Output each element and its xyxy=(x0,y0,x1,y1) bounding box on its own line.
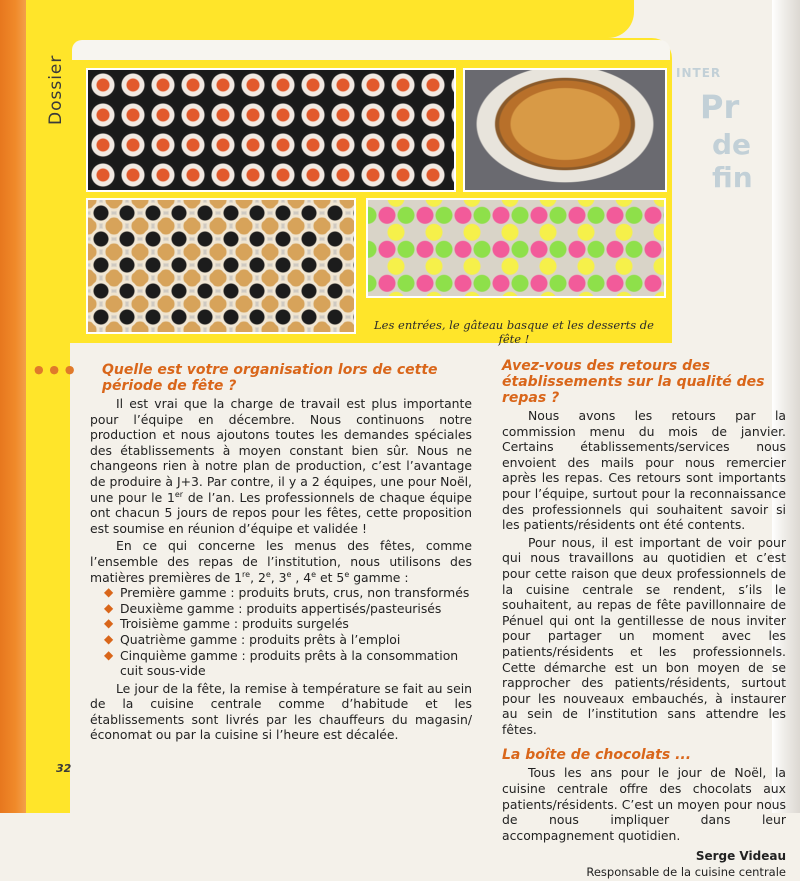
page-number: 32 xyxy=(56,762,72,775)
ghost-line-3: de fin xyxy=(712,128,753,194)
right-paragraph-2: Pour nous, il est important de voir pour qui nous travaillons au quotidien et c’est pour cette raison que deux professionnels de la cuisine centrale se rendent, s’ils le souhaitent, au repas de fête pavillonnaire de Pénuel qui ont la gentillesse de nous inviter pour partager un moment avec les patients/résidents et les professionnels. Cette démarche est un bon moyen de se rapprocher des patients/résidents, surtout pour les nouveaux embauchés, à instaurer au sein de l’institution sans attendre les fêtes. xyxy=(502,534,786,737)
yellow-header-band xyxy=(44,0,634,38)
left-p2-sup-4: e xyxy=(311,569,317,579)
list-item xyxy=(104,632,472,648)
right-column xyxy=(502,358,786,881)
left-p1-text: Il est vrai que la charge de travail est plus importante pour l’équipe en décembre. Nous continuons notre production et nous ajoutons toutes les demandes spéciales des établissements à moyen constant bien sûr. Nous ne changeons rien à notre plan de production, c’est l’avantage de produire à J+3. Par contre, il y a 2 équipes, une pour Noël, une pour le xyxy=(90,396,472,505)
dots-ornament-icon: ● ● ● xyxy=(34,363,76,376)
gamme-text: Cinquième gamme : produits prêts à la consommation cuit sous-vide xyxy=(120,647,459,679)
left-question-title: Quelle est votre organisation lors de cette période de fête ? xyxy=(102,362,438,394)
list-item xyxy=(104,585,472,601)
right-paragraph-3: Tous les ans pour le jour de Noël, la cuisine centrale offre des chocolats aux patients/résidents. C’est un moyen pour nous de nous impliquer dans leur accompagnement quotidien. xyxy=(502,765,786,843)
photo-petits-fours xyxy=(86,198,356,334)
photo-gateau-basque xyxy=(463,68,667,192)
left-p2-sup-2: e xyxy=(265,569,271,579)
gamme-text: Quatrième gamme : produits prêts à l’emploi xyxy=(120,631,401,647)
yellow-side-band xyxy=(44,343,70,813)
left-p2-d: et 5 xyxy=(316,569,345,585)
list-item xyxy=(104,616,472,632)
diamond-bullet-icon: ◆ xyxy=(104,647,114,662)
author-role: Responsable de la cuisine centrale xyxy=(586,865,786,880)
ghost-line-2: Pr xyxy=(700,88,740,126)
diamond-bullet-icon: ◆ xyxy=(104,631,114,646)
left-question-box xyxy=(34,362,472,394)
left-p2-c: , 4 xyxy=(291,569,312,585)
gammes-list xyxy=(104,585,472,679)
white-header-notch xyxy=(72,40,670,60)
photo-caption: Les entrées, le gâteau basque et les desserts de fête ! xyxy=(374,318,654,346)
left-p2-end: gamme : xyxy=(349,569,409,585)
right-question-title: Avez-vous des retours des établissements sur la qualité des repas ? xyxy=(502,358,765,406)
left-paragraph-3: Le jour de la fête, la remise à température se fait au sein de la cuisine centrale comme d’habitude et les établissements sont livrés par les chauffeurs du magasin/économat ou par la cuisine si l’heure est décalée. xyxy=(90,680,472,743)
left-p1-num: 1 xyxy=(166,489,175,505)
gamme-text: Troisième gamme : produits surgelés xyxy=(120,616,349,632)
gamme-text: Première gamme : produits bruts, crus, non transformés xyxy=(120,585,470,601)
diamond-bullet-icon: ◆ xyxy=(104,616,114,631)
left-p1-end: de l’an. Les professionnels de chaque équipe ont chacun 5 jours de repos pour les fêtes, cette proposition est soumise en réunion d’équipe et validée ! xyxy=(90,489,472,536)
diamond-bullet-icon: ◆ xyxy=(104,600,114,615)
ghost-line-1: INTER xyxy=(676,66,722,80)
list-item xyxy=(104,601,472,617)
underlying-page-ghost xyxy=(672,60,772,340)
left-paragraph-1 xyxy=(90,396,472,536)
left-column xyxy=(34,356,472,743)
spine-yellow-strip xyxy=(26,0,44,813)
left-paragraph-2 xyxy=(90,538,472,585)
gamme-text: Deuxième gamme : produits appertisés/pasteurisés xyxy=(120,600,442,616)
author-name: Serge Videau xyxy=(695,849,786,864)
photo-sushi-rolls xyxy=(86,68,456,192)
left-p2-sup-1: re xyxy=(242,569,251,579)
chocolats-title: La boîte de chocolats ... xyxy=(502,747,692,764)
left-p2-start: En ce qui concerne les menus des fêtes, comme l’ensemble des repas de l’institution, nous utilisons des matières premières de 1 xyxy=(90,538,472,585)
spine-orange-strip xyxy=(0,0,26,813)
left-p2-a: , 2 xyxy=(250,569,266,585)
left-p2-b: , 3 xyxy=(270,569,287,585)
left-p2-sup-3: e xyxy=(286,569,292,579)
section-label: Dossier xyxy=(46,54,66,126)
left-p1-sup: er xyxy=(174,489,184,499)
diamond-bullet-icon: ◆ xyxy=(104,585,114,600)
right-paragraph-1: Nous avons les retours par la commission menu du mois de janvier. Certains établissements/services nous envoient des mails pour nous remercier après les repas. Ces retours sont importants pour l’équipe, surtout pour la reconnaissance des professionnels qui souhaitent savoir si les patients/résidents ont été contents. xyxy=(502,408,786,533)
list-item xyxy=(104,648,472,679)
left-p2-sup-5: e xyxy=(344,569,350,579)
photo-cupcakes xyxy=(366,198,666,298)
